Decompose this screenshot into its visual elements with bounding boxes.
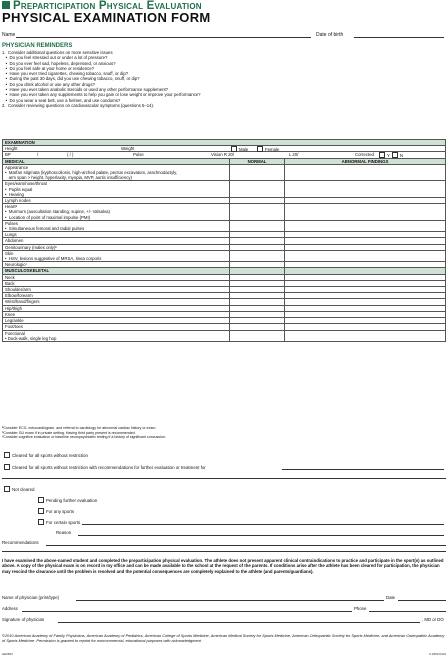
clearance-opt3 <box>2 486 34 492</box>
form-code-right: 9-2681/0410 <box>429 652 446 656</box>
recommendations-field[interactable] <box>46 545 446 546</box>
height-label: Height <box>5 146 18 152</box>
clearance-opt3-label: Not cleared <box>12 487 35 492</box>
msk-row-label: Leg/ankle <box>3 318 230 324</box>
clearance-line-2[interactable] <box>2 478 446 479</box>
bp-row <box>3 152 446 158</box>
recommendations-line-2[interactable] <box>2 551 446 552</box>
dob-label: Date of birth <box>316 32 344 38</box>
abnormal-cell[interactable] <box>285 204 446 221</box>
reminder-item: • Do you feel safe at your home or residence? <box>2 65 95 71</box>
medical-row-sub: arm span > height, hyperlaxity, myopia, MVP, aortic insufficiency) <box>5 175 132 181</box>
col-abnormal: ABNORMAL FINDINGS <box>285 158 446 164</box>
medical-row-sub: • Location of point of maximal impulse (PMI) <box>5 214 91 220</box>
signature-field[interactable] <box>58 622 420 623</box>
medical-row-label: Neurologicᶜ <box>5 262 28 268</box>
reminder-item: • Do you drink alcohol or use any other drugs? <box>2 81 95 87</box>
clearance-opt2-label: Cleared for all sports without restriction with recommendations for further evaluation or treatment for <box>12 465 206 470</box>
female-label: Female <box>265 147 280 153</box>
bp-label: BP <box>5 152 11 158</box>
msk-row-label: Elbow/forearm <box>3 293 230 299</box>
phone-field[interactable] <box>369 611 446 612</box>
medical-row-label: Pulses <box>5 220 18 226</box>
msk-row-label: Neck <box>3 274 230 280</box>
medical-row-label: Appearance <box>5 164 29 170</box>
corrected-no-label: N <box>399 153 403 159</box>
physician-name-row <box>2 595 446 600</box>
exam-footnotes <box>2 426 166 440</box>
medical-row <box>3 220 446 231</box>
medical-row-label: Eyes/ears/nose/throat <box>5 181 47 187</box>
medical-row <box>3 164 446 181</box>
clearance-sub1 <box>36 497 97 503</box>
bp-repeat: ( / ) <box>67 152 74 158</box>
msk-row-label: Shoulder/arm <box>3 287 230 293</box>
reminder-item: • Have you ever tried cigarettes, chewing tobacco, snuff, or dip? <box>2 71 129 77</box>
date-field[interactable] <box>398 600 446 601</box>
medical-row-sub: • Murmurs (auscultation standing, supine, +/- Valsalva) <box>5 209 110 215</box>
medical-row-sub: • Pupils equal <box>5 186 33 192</box>
msk-row-label: Wrist/hand/fingers <box>3 299 230 305</box>
certain-sports-checkbox[interactable] <box>38 519 44 525</box>
signature-row <box>2 617 446 622</box>
footnote: ᶜConsider cognitive evaluation or baseline neuropsychiatric testing if a history of significant concussion. <box>2 435 166 440</box>
medical-row <box>3 204 446 221</box>
pulse-label: Pulse <box>133 152 144 158</box>
msk-row-label: Knee <box>3 311 230 317</box>
address-row <box>2 606 446 611</box>
reminder-item: • Do you ever feel sad, hopeless, depressed, or anxious? <box>2 60 116 66</box>
medical-row-sub: • HSV, lesions suggestive of MRSA, tinea corporis <box>5 256 102 262</box>
vision-left-label: L 20/ <box>289 152 299 158</box>
clearance-opt2 <box>2 464 446 470</box>
medical-row <box>3 250 446 261</box>
normal-cell[interactable] <box>230 204 285 221</box>
exam-table <box>2 139 446 342</box>
medical-row-sub: • Simultaneous femoral and radial pulses <box>5 226 85 232</box>
medical-row-label: Lungs <box>5 232 17 238</box>
medical-row-label: Genitourinary (males only)ᵇ <box>5 244 58 250</box>
abnormal-cell[interactable] <box>285 220 446 231</box>
normal-cell[interactable] <box>230 250 285 261</box>
reason-row <box>56 530 444 535</box>
certification-statement: I have examined the above-named student and completed the preparticipation physical evaluation. The athlete does not present apparent clinical contraindications to practice and participate in the sport(s) as outlined above. A copy of the physical exam is on record in my office and can be made available to the school at the request of the parents. If conditions arise after the athlete has been cleared for participation, the physician may rescind the clearance until the problem is resolved and the potential consequences are completely explained to the athlete (and parents/guardians). <box>2 558 444 574</box>
clearance-opt1-label: Cleared for all sports without restriction <box>12 453 88 458</box>
name-label: Name <box>2 32 16 38</box>
phone-label: Phone <box>354 606 367 611</box>
title-text: Preparticipation Physical Evaluation <box>13 0 202 12</box>
reminder-item: 2. Consider reviewing questions on cardiovascular symptoms (questions 5–14). <box>2 102 155 108</box>
any-sports-label: For any sports <box>46 509 75 514</box>
recommendations-row <box>2 540 446 545</box>
clearance-opt1-checkbox[interactable] <box>4 452 10 458</box>
reminder-item: • Have you ever taken any supplements to help you gain or lose weight or improve your performance? <box>2 92 201 98</box>
medical-row-label: Abdomen <box>5 238 24 244</box>
any-sports-checkbox[interactable] <box>38 508 44 514</box>
clearance-opt2-field[interactable] <box>282 469 444 470</box>
physician-reminders-title: PHYSICIAN REMINDERS <box>2 43 73 49</box>
physician-name-label: Name of physician (print/type) <box>2 595 60 600</box>
reminder-item: 1. Consider additional questions on more sensitive issues <box>2 50 113 55</box>
dob-field[interactable] <box>354 37 444 38</box>
address-field[interactable] <box>22 611 352 612</box>
medical-row-sub: • Hearing <box>5 191 24 197</box>
bp-separator: / <box>37 152 39 158</box>
signature-label: Signature of physician <box>2 617 45 622</box>
corrected-no-checkbox[interactable] <box>392 152 398 158</box>
exam-section-label: EXAMINATION <box>3 140 446 146</box>
medical-row-label: Skin <box>5 250 14 256</box>
physician-reminders-list <box>2 50 442 108</box>
title-square-icon <box>2 1 10 9</box>
reminder-item: • Do you feel stressed out or under a lot of pressure? <box>2 55 108 61</box>
date-label: Date <box>386 595 396 600</box>
reason-field[interactable] <box>78 535 444 536</box>
footnote: ᵇConsider GU exam if in private setting. Having third party present is recommended. <box>2 430 136 435</box>
reminder-item: • During the past 30 days, did you use chewing tobacco, snuff, or dip? <box>2 76 140 82</box>
msk-row-label: Hip/thigh <box>3 305 230 311</box>
msk-row-label: Foot/toes <box>3 324 230 330</box>
abnormal-cell[interactable] <box>285 330 446 341</box>
corrected-yes-checkbox[interactable] <box>379 152 385 158</box>
name-field[interactable] <box>16 37 311 38</box>
functional-sub: • Duck-walk, single leg hop <box>5 335 57 341</box>
msk-row-label: Back <box>3 280 230 286</box>
col-medical: MEDICAL <box>3 158 230 164</box>
medical-row-label: Lymph nodes <box>5 198 31 204</box>
address-label: Address <box>2 606 18 611</box>
copyright-footer: ©2010 American Academy of Family Physicians, American Academy of Pediatrics, American College of Sports Medicine, American Medical Society for Sports Medicine, American Orthopaedic Society for Sports Medicine, and American Osteopathic Academy of Sports Medicine. Permission is granted to reprint for noncommercial, educational purposes with acknowledgment. <box>2 633 445 643</box>
functional-label: Functional <box>5 330 25 336</box>
form-code-left: HE0503 <box>2 652 13 656</box>
certain-sports-field[interactable] <box>82 524 444 525</box>
medical-row-sub: • Marfan stigmata (kyphoscoliosis, high-arched palate, pectus excavatum, arachnodactyly, <box>5 170 178 176</box>
footnote: ªConsider ECG, echocardiogram, and referral to cardiology for abnormal cardiac history or exam. <box>2 426 157 430</box>
pending-checkbox[interactable] <box>38 497 44 503</box>
md-do-label: , MD or DO <box>422 617 444 622</box>
clearance-sub2 <box>36 508 74 514</box>
medical-row-label: Heartª <box>5 204 18 210</box>
vision-right-label: Vision R 20/ <box>211 152 235 158</box>
form-title-line2: PHYSICAL EXAMINATION FORM <box>2 10 211 25</box>
functional-row <box>3 330 446 341</box>
abnormal-cell[interactable] <box>285 250 446 261</box>
clearance-sub3 <box>36 519 444 525</box>
reminder-item: • Have you ever taken anabolic steroids or used any other performance supplement? <box>2 87 169 93</box>
abnormal-cell[interactable] <box>285 164 446 181</box>
certain-sports-label: For certain sports <box>46 520 81 525</box>
corrected-label: Corrected <box>355 152 374 158</box>
abnormal-cell[interactable] <box>285 181 446 198</box>
pending-label: Pending further evaluation <box>46 498 98 503</box>
weight-label: Weight <box>121 146 135 152</box>
msk-label: MUSCULOSKELETAL <box>3 268 230 274</box>
male-label: Male <box>239 147 249 153</box>
reminder-item: • Do you wear a seat belt, use a helmet, and use condoms? <box>2 97 121 103</box>
corrected-yes-label: Y <box>387 153 390 159</box>
normal-cell[interactable] <box>230 181 285 198</box>
normal-cell[interactable] <box>230 330 285 341</box>
normal-cell[interactable] <box>230 164 285 181</box>
medical-row <box>3 181 446 198</box>
clearance-opt1 <box>2 452 88 458</box>
normal-cell[interactable] <box>230 220 285 231</box>
reason-label: Reason <box>56 530 72 535</box>
physician-name-field[interactable] <box>76 600 384 601</box>
col-normal: NORMAL <box>230 158 285 164</box>
clearance-opt2-checkbox[interactable] <box>4 464 10 470</box>
recommendations-label: Recommendations <box>2 540 39 545</box>
clearance-opt3-checkbox[interactable] <box>4 486 10 492</box>
